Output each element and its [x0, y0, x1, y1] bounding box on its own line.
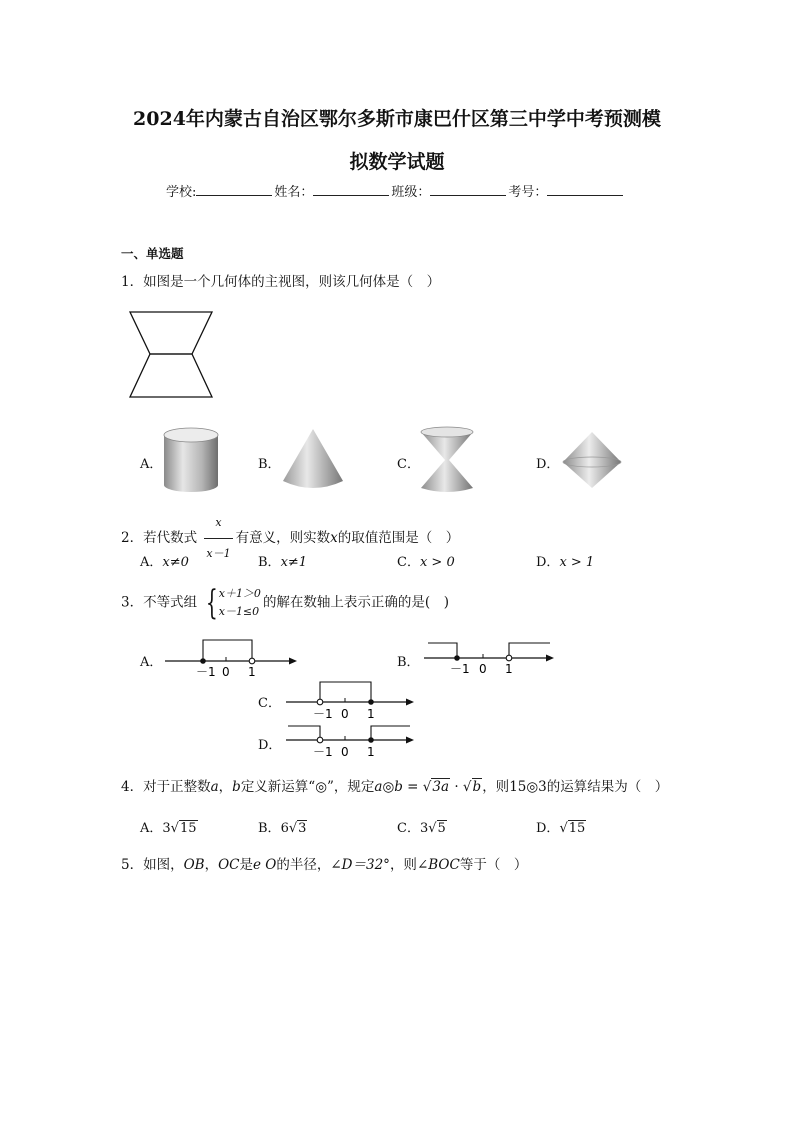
q2-suffix-a: 有意义，则实数: [235, 530, 331, 546]
q3-option-d-label[interactable]: D．: [258, 738, 282, 753]
q5-then: ，则: [389, 857, 417, 873]
q4-option-c-coef: 3: [419, 821, 429, 836]
q2-fraction: [204, 508, 232, 569]
question-3-text: [121, 585, 449, 621]
sqrt-icon: √: [462, 779, 472, 795]
q4-option-a-label: A．: [140, 821, 163, 836]
tick-label: －1: [196, 665, 216, 679]
q4-def-radicand-2: b: [472, 779, 482, 795]
double-cone-icon: [560, 430, 624, 490]
q2-option-a-math: x≠0: [162, 555, 189, 570]
section-heading: 一、单选题: [121, 246, 184, 261]
q3-inequality-2: x－1≤0: [218, 605, 260, 618]
q4-option-c[interactable]: [397, 817, 447, 836]
page-title-continued: [0, 147, 794, 174]
tick-label: －1: [313, 707, 333, 721]
page-title: [0, 104, 794, 131]
school-label: 学校:: [166, 185, 197, 200]
q2-option-c[interactable]: [397, 551, 455, 570]
title-line-1: 2024年内蒙古自治区鄂尔多斯市康巴什区第三中学中考预测模: [133, 108, 661, 130]
sqrt-icon: √: [170, 821, 179, 836]
q2-option-c-math: x > 0: [419, 555, 455, 570]
q1-option-d-label[interactable]: D．: [536, 457, 560, 472]
question-4-text: [121, 775, 668, 795]
q1-option-b-label[interactable]: B．: [258, 457, 281, 472]
q2-frac-denominator: x－1: [204, 538, 232, 569]
q2-option-d-label: D．: [536, 555, 560, 570]
title-line-2: 拟数学试题: [349, 151, 445, 173]
q3-option-d-number-line: [284, 722, 418, 762]
tick-label: 0: [479, 662, 487, 676]
q2-option-c-label: C．: [397, 555, 420, 570]
sqrt-icon: √: [428, 821, 437, 836]
class-label: 班级：: [391, 185, 431, 200]
number-blank[interactable]: [547, 184, 623, 196]
q2-option-a-label: A．: [140, 555, 163, 570]
q4-option-c-label: C．: [397, 821, 420, 836]
q4-def-radicand-1: 3a: [432, 779, 450, 795]
hourglass-double-cone-icon: [418, 426, 476, 494]
q2-suffix-b: 的取值范围是（ ）: [337, 530, 460, 546]
tick-label: －1: [313, 745, 333, 759]
sqrt-icon: √: [422, 779, 432, 795]
tick-label: 1: [505, 662, 513, 676]
q4-option-b-radicand: 3: [298, 821, 307, 836]
q3-option-c-number-line: [284, 678, 418, 722]
q4-def-lhs: a◎b: [374, 779, 403, 795]
q4-option-d-label: D．: [536, 821, 560, 836]
q3-suffix: 的解在数轴上表示正确的是( ): [262, 594, 449, 611]
q2-option-a[interactable]: [140, 551, 189, 570]
q4-var-b: b: [232, 779, 241, 795]
q4-tail-1: ，则: [482, 779, 510, 795]
q4-sep: ，: [218, 779, 233, 795]
tick-label: 1: [367, 707, 375, 721]
q5-circle-o: e O: [253, 857, 277, 873]
q4-option-a[interactable]: [140, 817, 198, 836]
q4-expression: 15◎3: [509, 779, 547, 795]
name-blank[interactable]: [313, 184, 389, 196]
student-info-row: [166, 181, 625, 200]
q3-option-a-number-line: [163, 634, 299, 680]
question-1-text: 1．如图是一个几何体的主视图，则该几何体是（ ）: [121, 274, 441, 290]
q4-option-d[interactable]: [536, 817, 586, 836]
number-label: 考号：: [508, 185, 548, 200]
q1-option-c-label[interactable]: C．: [397, 457, 420, 472]
q3-prefix: 3．不等式组: [121, 594, 198, 611]
q2-prefix: 2．若代数式: [121, 530, 198, 546]
q4-option-a-radicand: 15: [179, 821, 197, 836]
q5-segment-oc: OC: [218, 857, 240, 873]
q2-option-d-math: x > 1: [559, 555, 595, 570]
q2-option-d[interactable]: [536, 551, 594, 570]
tick-label: 1: [248, 665, 256, 679]
q4-option-b[interactable]: [258, 817, 307, 836]
question-5-text: [121, 853, 527, 873]
tick-label: －1: [450, 662, 470, 676]
class-blank[interactable]: [430, 184, 506, 196]
q2-frac-numerator: x: [215, 516, 222, 529]
tick-label: 0: [222, 665, 230, 679]
q3-inequality-1: x＋1＞0: [218, 587, 261, 600]
q5-tail: 等于（ ）: [459, 857, 528, 873]
q3-option-a-label[interactable]: A．: [140, 655, 163, 670]
tick-label: 0: [341, 745, 349, 759]
q4-option-a-coef: 3: [162, 821, 171, 836]
cylinder-icon: [160, 427, 222, 495]
q4-mid: 定义新运算“◎”，规定: [240, 779, 375, 795]
q5-comma: ，: [204, 857, 219, 873]
brace-icon: {: [205, 583, 218, 623]
sqrt-icon: √: [559, 821, 568, 836]
q2-option-b-label: B．: [258, 555, 281, 570]
q5-radius: 的半径，: [276, 857, 331, 873]
q4-var-a: a: [210, 779, 219, 795]
q3-inequality-system: [201, 585, 261, 621]
q2-variable: x: [330, 530, 338, 546]
q4-def-dot: ·: [450, 779, 463, 795]
q5-is: 是: [239, 857, 253, 873]
q4-option-b-label: B．: [258, 821, 281, 836]
q4-option-c-radicand: 5: [437, 821, 446, 836]
q4-def-eq: =: [402, 779, 423, 795]
q4-option-d-radicand: 15: [568, 821, 586, 836]
q1-option-a-label[interactable]: A．: [140, 457, 163, 472]
q3-option-c-label[interactable]: C．: [258, 696, 281, 711]
q5-angle-boc: ∠BOC: [416, 857, 460, 873]
cone-icon: [280, 427, 346, 493]
tick-label: 0: [341, 707, 349, 721]
sqrt-icon: √: [288, 821, 298, 836]
q4-tail-2: 的运算结果为（ ）: [546, 779, 669, 795]
q1-front-view-figure: [126, 310, 218, 402]
q3-option-b-label[interactable]: B．: [397, 655, 420, 670]
q2-option-b[interactable]: [258, 551, 307, 570]
q5-prefix: 5．如图，: [121, 857, 184, 873]
name-label: 姓名：: [274, 185, 314, 200]
tick-label: 1: [367, 745, 375, 759]
q3-option-b-number-line: [422, 638, 556, 678]
q4-option-b-coef: 6: [280, 821, 289, 836]
school-blank[interactable]: [196, 184, 272, 196]
q2-option-b-math: x≠1: [280, 555, 308, 570]
q5-segment-ob: OB: [183, 857, 205, 873]
q5-angle-d: ∠D＝32°: [330, 857, 390, 873]
q4-prefix: 4．对于正整数: [121, 779, 211, 795]
